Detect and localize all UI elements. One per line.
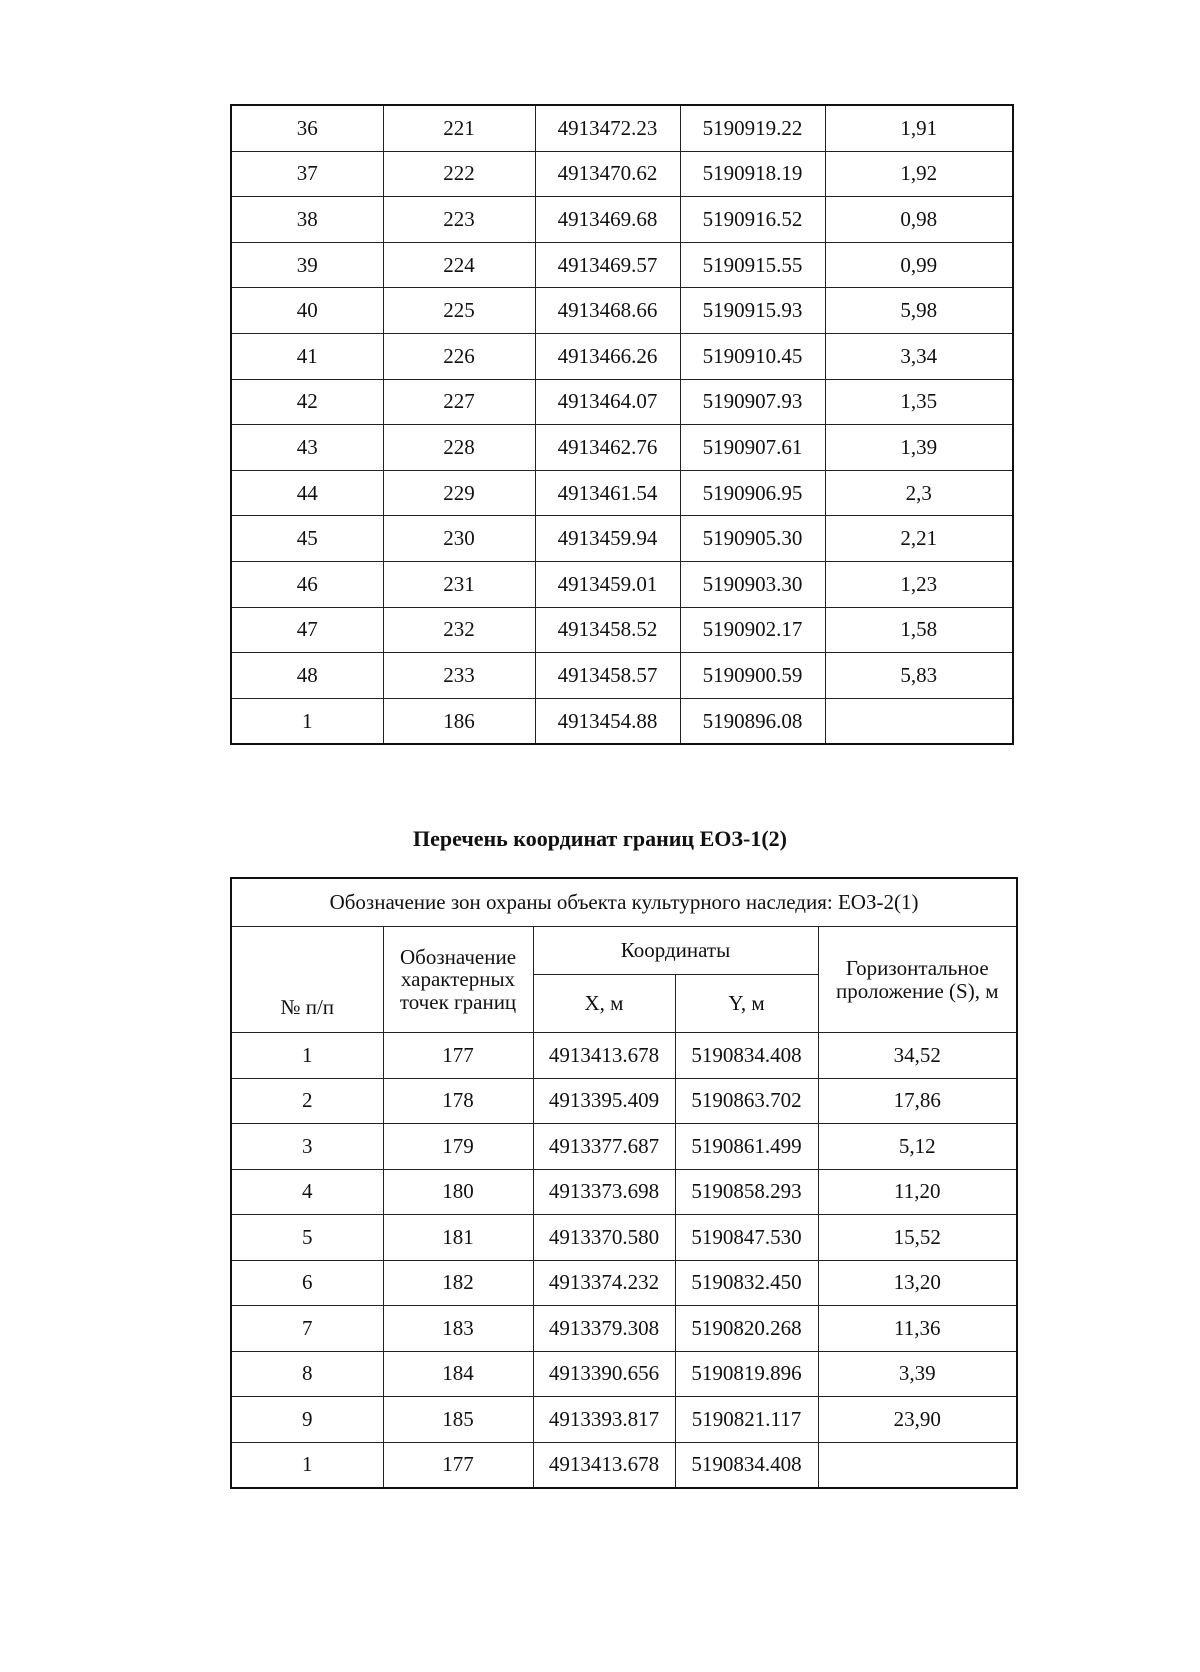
- cell-number: 8: [231, 1351, 383, 1397]
- table-row: [231, 1306, 1017, 1352]
- cell-y: 5190902.17: [680, 607, 825, 653]
- cell-number: 1: [231, 1033, 383, 1079]
- table-row: [231, 425, 1013, 471]
- table-row: [231, 607, 1013, 653]
- cell-point: 179: [383, 1124, 533, 1170]
- cell-distance: 3,34: [825, 333, 1013, 379]
- coordinates-table-body: [231, 1033, 1017, 1489]
- cell-number: 4: [231, 1169, 383, 1215]
- cell-x: 4913458.57: [535, 653, 680, 699]
- cell-x: 4913390.656: [533, 1351, 675, 1397]
- cell-distance: 5,98: [825, 288, 1013, 334]
- cell-distance: 15,52: [818, 1215, 1017, 1261]
- cell-y: 5190910.45: [680, 333, 825, 379]
- cell-point: 186: [383, 698, 535, 744]
- table-row: [231, 516, 1013, 562]
- cell-x: 4913459.94: [535, 516, 680, 562]
- cell-x: 4913472.23: [535, 105, 680, 151]
- table-row: [231, 653, 1013, 699]
- cell-point: 177: [383, 1442, 533, 1488]
- cell-x: 4913413.678: [533, 1442, 675, 1488]
- cell-distance: 1,23: [825, 561, 1013, 607]
- cell-point: 221: [383, 105, 535, 151]
- cell-x: 4913458.52: [535, 607, 680, 653]
- cell-x: 4913469.68: [535, 197, 680, 243]
- cell-number: 44: [231, 470, 383, 516]
- cell-point: 228: [383, 425, 535, 471]
- table-row: [231, 242, 1013, 288]
- cell-y: 5190834.408: [675, 1442, 818, 1488]
- cell-x: 4913470.62: [535, 151, 680, 197]
- table-row: [231, 1351, 1017, 1397]
- cell-y: 5190906.95: [680, 470, 825, 516]
- table-row: [231, 1124, 1017, 1170]
- table-row: [231, 1169, 1017, 1215]
- cell-point: 233: [383, 653, 535, 699]
- cell-point: 184: [383, 1351, 533, 1397]
- cell-y: 5190863.702: [675, 1078, 818, 1124]
- cell-x: 4913374.232: [533, 1260, 675, 1306]
- cell-y: 5190861.499: [675, 1124, 818, 1170]
- cell-distance: 1,39: [825, 425, 1013, 471]
- cell-y: 5190907.61: [680, 425, 825, 471]
- header-x: X, м: [533, 975, 675, 1033]
- coordinates-table-continued: [230, 104, 1014, 745]
- cell-distance: 23,90: [818, 1397, 1017, 1443]
- cell-y: 5190915.93: [680, 288, 825, 334]
- cell-point: 231: [383, 561, 535, 607]
- cell-point: 178: [383, 1078, 533, 1124]
- cell-distance: 1,92: [825, 151, 1013, 197]
- cell-point: 223: [383, 197, 535, 243]
- cell-distance: 1,35: [825, 379, 1013, 425]
- cell-x: 4913461.54: [535, 470, 680, 516]
- table-row: [231, 1442, 1017, 1488]
- cell-distance: 0,98: [825, 197, 1013, 243]
- cell-distance: 1,91: [825, 105, 1013, 151]
- cell-distance: 13,20: [818, 1260, 1017, 1306]
- coordinates-table-body: [231, 105, 1013, 744]
- header-coordinates: Координаты: [533, 927, 818, 975]
- cell-x: 4913379.308: [533, 1306, 675, 1352]
- cell-y: 5190834.408: [675, 1033, 818, 1079]
- cell-y: 5190903.30: [680, 561, 825, 607]
- cell-y: 5190847.530: [675, 1215, 818, 1261]
- cell-number: 37: [231, 151, 383, 197]
- cell-point: 185: [383, 1397, 533, 1443]
- cell-x: 4913464.07: [535, 379, 680, 425]
- cell-point: 225: [383, 288, 535, 334]
- cell-y: 5190916.52: [680, 197, 825, 243]
- cell-x: 4913395.409: [533, 1078, 675, 1124]
- cell-point: 180: [383, 1169, 533, 1215]
- table-row: [231, 561, 1013, 607]
- cell-point: 227: [383, 379, 535, 425]
- cell-x: 4913413.678: [533, 1033, 675, 1079]
- cell-y: 5190858.293: [675, 1169, 818, 1215]
- table-row: [231, 288, 1013, 334]
- cell-distance: 2,3: [825, 470, 1013, 516]
- cell-point: 181: [383, 1215, 533, 1261]
- cell-number: 47: [231, 607, 383, 653]
- cell-distance: [818, 1442, 1017, 1488]
- cell-x: 4913459.01: [535, 561, 680, 607]
- cell-y: 5190896.08: [680, 698, 825, 744]
- table-row: [231, 197, 1013, 243]
- cell-x: 4913454.88: [535, 698, 680, 744]
- cell-distance: 5,83: [825, 653, 1013, 699]
- cell-y: 5190915.55: [680, 242, 825, 288]
- cell-number: 45: [231, 516, 383, 562]
- cell-x: 4913393.817: [533, 1397, 675, 1443]
- cell-point: 230: [383, 516, 535, 562]
- table-row: [231, 151, 1013, 197]
- cell-point: 229: [383, 470, 535, 516]
- cell-distance: 11,20: [818, 1169, 1017, 1215]
- cell-x: 4913373.698: [533, 1169, 675, 1215]
- cell-point: 182: [383, 1260, 533, 1306]
- cell-number: 40: [231, 288, 383, 334]
- cell-number: 39: [231, 242, 383, 288]
- coordinates-table-header: [231, 878, 1017, 1033]
- header-number: № п/п: [231, 927, 383, 1033]
- page-heading: Перечень координат границ ЕОЗ-1(2): [413, 826, 787, 851]
- table-row: [231, 470, 1013, 516]
- cell-point: 183: [383, 1306, 533, 1352]
- cell-y: 5190819.896: [675, 1351, 818, 1397]
- cell-distance: 3,39: [818, 1351, 1017, 1397]
- cell-x: 4913466.26: [535, 333, 680, 379]
- cell-distance: [825, 698, 1013, 744]
- cell-y: 5190900.59: [680, 653, 825, 699]
- cell-point: 177: [383, 1033, 533, 1079]
- cell-number: 42: [231, 379, 383, 425]
- cell-x: 4913370.580: [533, 1215, 675, 1261]
- cell-number: 9: [231, 1397, 383, 1443]
- cell-distance: 0,99: [825, 242, 1013, 288]
- cell-number: 1: [231, 1442, 383, 1488]
- header-points: Обозначение характерных точек границ: [383, 927, 533, 1033]
- cell-x: 4913462.76: [535, 425, 680, 471]
- cell-y: 5190918.19: [680, 151, 825, 197]
- cell-distance: 1,58: [825, 607, 1013, 653]
- cell-point: 226: [383, 333, 535, 379]
- cell-number: 3: [231, 1124, 383, 1170]
- table-row: [231, 1397, 1017, 1443]
- cell-number: 48: [231, 653, 383, 699]
- table-row: [231, 698, 1013, 744]
- cell-distance: 34,52: [818, 1033, 1017, 1079]
- table-row: [231, 1215, 1017, 1261]
- cell-distance: 17,86: [818, 1078, 1017, 1124]
- table-row: [231, 1078, 1017, 1124]
- cell-number: 43: [231, 425, 383, 471]
- cell-y: 5190905.30: [680, 516, 825, 562]
- cell-number: 7: [231, 1306, 383, 1352]
- cell-point: 222: [383, 151, 535, 197]
- cell-distance: 11,36: [818, 1306, 1017, 1352]
- cell-number: 2: [231, 1078, 383, 1124]
- cell-x: 4913377.687: [533, 1124, 675, 1170]
- cell-distance: 2,21: [825, 516, 1013, 562]
- cell-y: 5190832.450: [675, 1260, 818, 1306]
- cell-number: 38: [231, 197, 383, 243]
- cell-distance: 5,12: [818, 1124, 1017, 1170]
- zone-label-cell: Обозначение зон охраны объекта культурного наследия: ЕОЗ-2(1): [231, 878, 1017, 927]
- table-row: [231, 105, 1013, 151]
- cell-number: 1: [231, 698, 383, 744]
- header-distance: Горизонтальное проложение (S), м: [818, 927, 1017, 1033]
- cell-point: 224: [383, 242, 535, 288]
- cell-y: 5190907.93: [680, 379, 825, 425]
- cell-number: 6: [231, 1260, 383, 1306]
- table-row: [231, 379, 1013, 425]
- cell-number: 41: [231, 333, 383, 379]
- cell-number: 46: [231, 561, 383, 607]
- cell-number: 36: [231, 105, 383, 151]
- cell-y: 5190821.117: [675, 1397, 818, 1443]
- table-row: [231, 1033, 1017, 1079]
- cell-x: 4913469.57: [535, 242, 680, 288]
- table-row: [231, 1260, 1017, 1306]
- cell-y: 5190919.22: [680, 105, 825, 151]
- cell-x: 4913468.66: [535, 288, 680, 334]
- table-row: [231, 333, 1013, 379]
- cell-number: 5: [231, 1215, 383, 1261]
- header-y: Y, м: [675, 975, 818, 1033]
- coordinates-table-eoz: [230, 877, 1018, 1489]
- cell-point: 232: [383, 607, 535, 653]
- cell-y: 5190820.268: [675, 1306, 818, 1352]
